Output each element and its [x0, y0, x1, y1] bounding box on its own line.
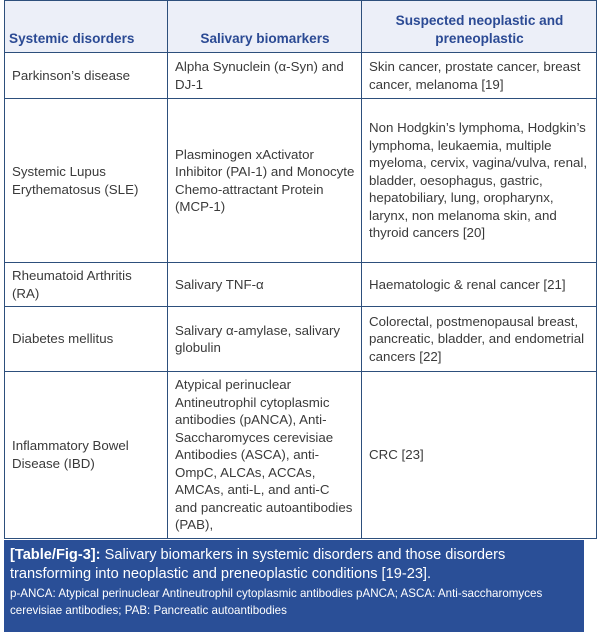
caption-label: [Table/Fig-3]:	[10, 547, 101, 563]
header-suspected-neoplastic: Suspected neoplastic and preneoplastic	[362, 1, 597, 53]
cell-neoplastic: Non Hodgkin’s lymphoma, Hodgkin’s lymphoma, leukaemia, multiple myeloma, cervix, vagina/vulva, renal, bladder, oesophagus, gastric, hepatobiliary, lung, oropharynx, larynx, non melanoma skin, and thyroid cancers [20]	[362, 99, 597, 263]
cell-biomarkers: Salivary TNF-α	[168, 263, 362, 307]
biomarkers-table	[4, 0, 597, 539]
header-salivary-biomarkers: Salivary biomarkers	[168, 1, 362, 53]
table-container	[4, 0, 596, 539]
caption-text: Salivary biomarkers in systemic disorders and those disorders transforming into neoplastic and preneoplastic conditions [19-23].	[10, 547, 506, 582]
table-row	[5, 53, 597, 99]
cell-biomarkers: Salivary α-amylase, salivary globulin	[168, 307, 362, 372]
table-row	[5, 263, 597, 307]
caption-abbreviations: p-ANCA: Atypical perinuclear Antineutrophil cytoplasmic antibodies pANCA; ASCA: Anti-saccharomyces cerevisiae antibodies; PAB: Pancreatic autoantibodies	[10, 587, 543, 617]
cell-biomarkers: Plasminogen xActivator Inhibitor (PAI-1) and Monocyte Chemo-attractant Protein (MCP-1)	[168, 99, 362, 263]
cell-disorder: Systemic Lupus Erythematosus (SLE)	[5, 99, 168, 263]
cell-neoplastic: Haematologic & renal cancer [21]	[362, 263, 597, 307]
caption-main	[10, 546, 578, 584]
header-systemic-disorders: Systemic disorders	[5, 1, 168, 53]
figure-caption	[4, 540, 584, 632]
cell-neoplastic: CRC [23]	[362, 372, 597, 539]
cell-neoplastic: Skin cancer, prostate cancer, breast cancer, melanoma [19]	[362, 53, 597, 99]
cell-disorder: Parkinson’s disease	[5, 53, 168, 99]
cell-neoplastic: Colorectal, postmenopausal breast, pancreatic, bladder, and endometrial cancers [22]	[362, 307, 597, 372]
cell-biomarkers: Alpha Synuclein (α-Syn) and DJ-1	[168, 53, 362, 99]
cell-disorder: Diabetes mellitus	[5, 307, 168, 372]
table-row	[5, 372, 597, 539]
cell-disorder: Inflammatory Bowel Disease (IBD)	[5, 372, 168, 539]
table-row	[5, 99, 597, 263]
table-header-row	[5, 1, 597, 53]
table-row	[5, 307, 597, 372]
cell-disorder: Rheumatoid Arthritis (RA)	[5, 263, 168, 307]
cell-biomarkers: Atypical perinuclear Antineutrophil cytoplasmic antibodies (pANCA), Anti-Saccharomyces cerevisiae Antibodies (ASCA), anti-OmpC, ALCAs, ACCAs, AMCAs, anti-L, and anti-C and pancreatic autoantibodies (PAB),	[168, 372, 362, 539]
